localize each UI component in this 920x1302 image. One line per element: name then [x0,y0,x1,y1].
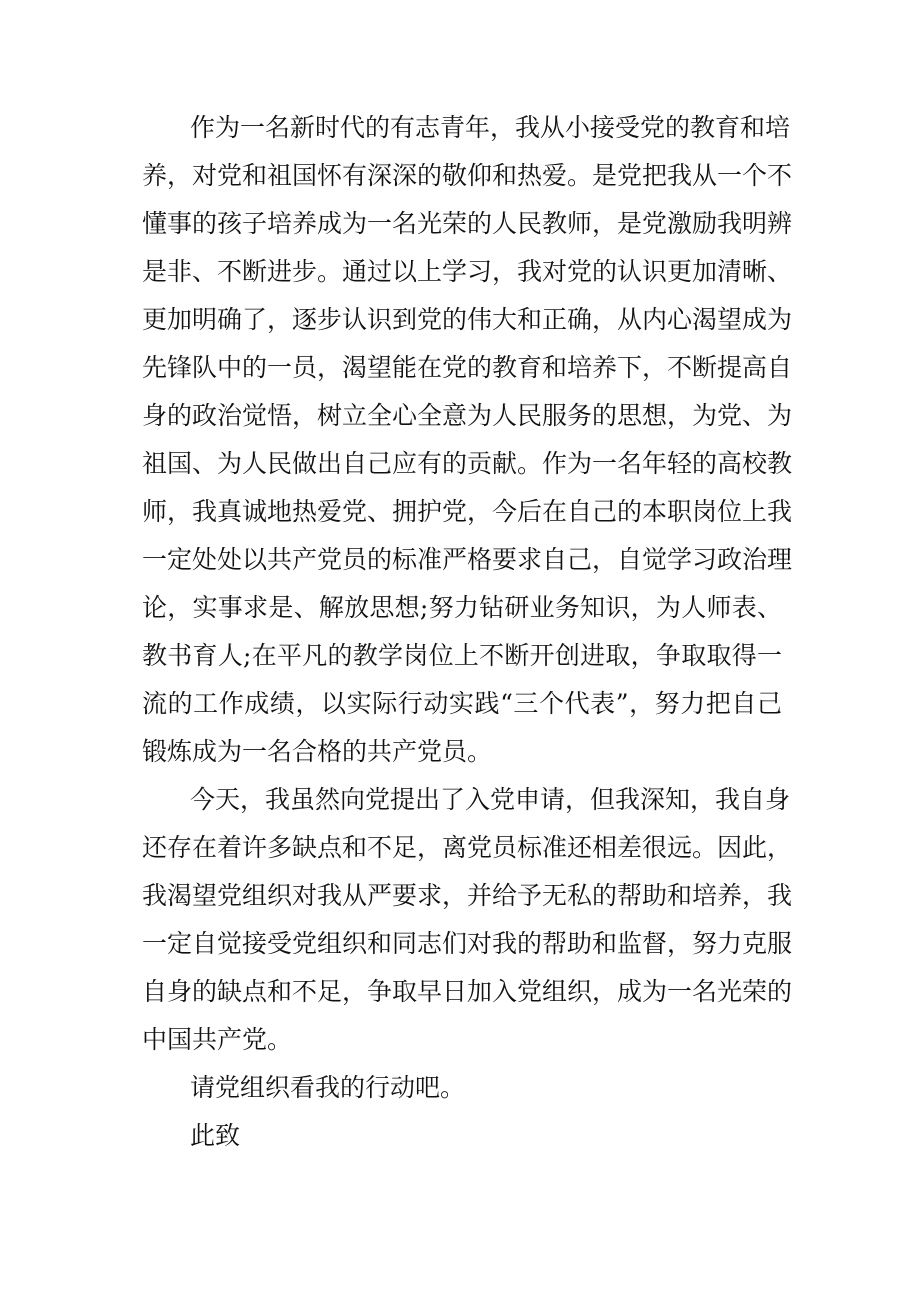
paragraph-1-line-13: 流的工作成绩，以实际行动实践“三个代表”，努力把自己 [142,689,782,718]
paragraph-2-line-5: 自身的缺点和不足，争取早日加入党组织，成为一名光荣的 [142,977,793,1006]
paragraph-1-line-9: 师，我真诚地热爱党、拥护党，今后在自己的本职岗位上我 [142,497,793,526]
paragraph-2-line-4: 一定自觉接受党组织和同志们对我的帮助和监督，努力克服 [142,929,793,958]
closing-line: 请党组织看我的行动吧。 [190,1073,466,1102]
paragraph-1-line-5: 更加明确了，逐步认识到党的伟大和正确，从内心渴望成为 [142,305,793,334]
paragraph-2-line-2: 还存在着许多缺点和不足，离党员标准还相差很远。因此， [142,833,793,862]
paragraph-1-line-10: 一定处处以共产党员的标准严格要求自己，自觉学习政治理 [142,545,793,574]
paragraph-1-line-3: 懂事的孩子培养成为一名光荣的人民教师，是党激励我明辨 [142,209,793,238]
paragraph-1-line-11: 论，实事求是、解放思想;努力钻研业务知识，为人师表、 [142,593,782,622]
paragraph-1-line-14: 锻炼成为一名合格的共产党员。 [142,737,493,766]
salutation: 此致 [190,1121,241,1150]
paragraph-2-line-6: 中国共产党。 [142,1025,293,1054]
paragraph-1-line-8: 祖国、为人民做出自己应有的贡献。作为一名年轻的高校教 [142,449,793,478]
paragraph-1-line-1: 作为一名新时代的有志青年，我从小接受党的教育和培 [190,113,791,142]
paragraph-1-line-6: 先锋队中的一员，渴望能在党的教育和培养下，不断提高自 [142,353,793,382]
paragraph-1-line-12: 教书育人;在平凡的教学岗位上不断开创进取，争取取得一 [142,641,782,670]
paragraph-1-line-7: 身的政治觉悟，树立全心全意为人民服务的思想，为党、为 [142,401,793,430]
paragraph-2-line-3: 我渴望党组织对我从严要求，并给予无私的帮助和培养，我 [142,881,793,910]
paragraph-1-line-2: 养，对党和祖国怀有深深的敬仰和热爱。是党把我从一个不 [142,161,793,190]
paragraph-1-line-4: 是非、不断进步。通过以上学习，我对党的认识更加清晰、 [142,257,793,286]
paragraph-2-line-1: 今天，我虽然向党提出了入党申请，但我深知，我自身 [190,785,791,814]
